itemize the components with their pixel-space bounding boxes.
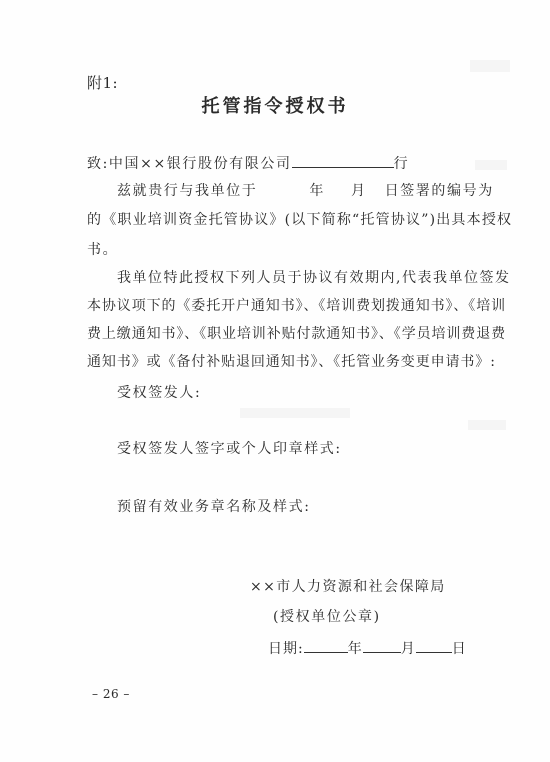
paragraph1-line1 xyxy=(117,182,494,200)
paragraph2-line1: 我单位特此授权下列人员于协议有效期内,代表我单位签发 xyxy=(117,270,511,286)
date-day-text: 日 xyxy=(451,641,467,657)
branch-name-blank xyxy=(292,153,394,168)
page-number: – 26 – xyxy=(92,687,130,701)
month-text: 月 xyxy=(351,183,367,199)
paragraph2-line3: 费上缴通知书》、《职业培训补贴付款通知书》、《学员培训费退费 xyxy=(87,326,506,342)
date-label: 日期: xyxy=(268,641,304,657)
paragraph1-line3: 书。 xyxy=(87,242,119,258)
date-line xyxy=(268,638,467,658)
date-month-text: 月 xyxy=(400,641,416,657)
bleed-through-mark xyxy=(240,408,350,418)
addressee-line xyxy=(87,153,409,173)
date-year-blank xyxy=(304,638,348,653)
signature-style-label: 受权签发人签字或个人印章样式: xyxy=(117,441,342,457)
date-day-blank xyxy=(416,638,452,653)
agreement-number-text: 日签署的编号为 xyxy=(384,183,494,199)
paragraph2-line4: 通知书》或《备付补贴退回通知书》、《托管业务变更申请书》: xyxy=(87,354,496,370)
addressee-prefix: 致:中国××银行股份有限公司 xyxy=(87,156,292,172)
date-year-text: 年 xyxy=(347,641,363,657)
year-text: 年 xyxy=(309,183,326,199)
paragraph1-line2: 的《职业培训资金托管协议》(以下简称“托管协议”)出具本授权 xyxy=(87,212,513,228)
date-month-blank xyxy=(363,638,401,653)
bleed-through-mark xyxy=(470,60,510,72)
annex-label: 附1: xyxy=(87,74,119,92)
bleed-through-mark xyxy=(468,420,506,430)
addressee-suffix: 行 xyxy=(393,156,410,172)
agreement-intro-text: 兹就贵行与我单位于 xyxy=(117,183,258,199)
seal-note: (授权单位公章) xyxy=(273,609,381,625)
bleed-through-mark xyxy=(475,160,507,170)
reserved-seal-label: 预留有效业务章名称及样式: xyxy=(117,499,311,515)
paragraph2-line2: 本协议项下的《委托开户通知书》、《培训费划拨通知书》、《培训 xyxy=(87,298,506,314)
authorized-signer-label: 受权签发人: xyxy=(117,385,202,401)
issuer-name: ××市人力资源和社会保障局 xyxy=(250,579,446,595)
document-title: 托管指令授权书 xyxy=(201,96,349,117)
